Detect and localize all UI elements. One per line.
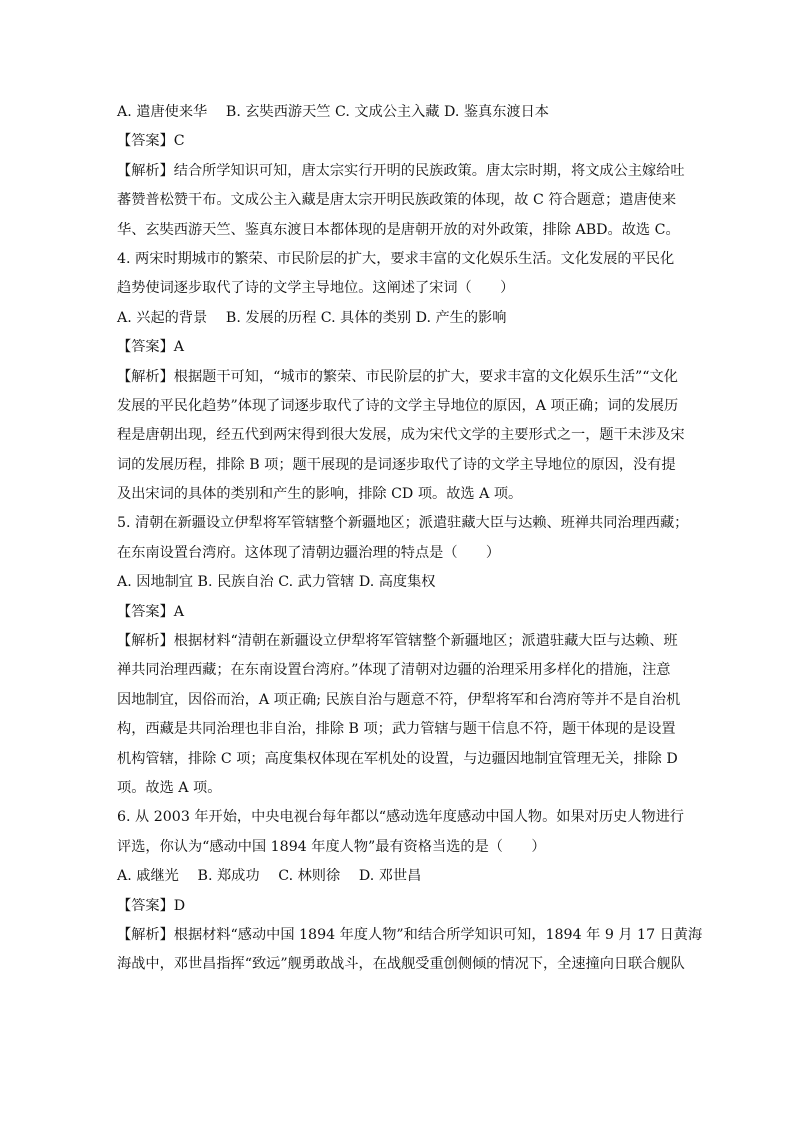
q4-analysis-line-1: 【解析】根据题干可知，“城市的繁荣、市民阶层的扩大，要求丰富的文化娱乐生活”“文化: [117, 368, 678, 385]
q5-answer: 【答案】A: [117, 603, 184, 620]
q6-analysis-line-1: 【解析】根据材料“感动中国 1894 年度人物”和结合所学知识可知，1894 年 9 月 17 日黄海: [117, 926, 703, 943]
q5-analysis-line-3: 因地制宜，因俗而治，A 项正确; 民族自治与题意不符，伊犁将军和台湾府等并不是自治机: [117, 691, 681, 708]
q3-options: A. 遣唐使来华 B. 玄奘西游天竺 C. 文成公主入藏 D. 鉴真东渡日本: [117, 104, 549, 120]
q5-analysis-line-5: 机构管辖，排除 C 项；高度集权体现在军机处的设置，与边疆因地制宜管理无关，排除 D: [117, 750, 678, 767]
q5-options: A. 因地制宜 B. 民族自治 C. 武力管辖 D. 高度集权: [117, 574, 436, 591]
q4-analysis-line-2: 发展的平民化趋势”体现了词逐步取代了诗的文学主导地位的原因，A 项正确；词的发展历: [117, 397, 679, 414]
q6-answer: 【答案】D: [117, 897, 186, 914]
q3-answer: 【答案】C: [117, 133, 185, 150]
q5-stem-line-1: 5. 清朝在新疆设立伊犁将军管辖整个新疆地区；派遣驻藏大臣与达赖、班禅共同治理西藏；: [117, 515, 689, 532]
q6-stem-line-1: 6. 从 2003 年开始，中央电视台每年都以“感动选年度感动中国人物。如果对历史人物进行: [117, 809, 684, 826]
q6-analysis-line-2: 海战中，邓世昌指挥“致远”舰勇敢战斗，在战舰受重创侧倾的情况下，全速撞向日联合舰队: [117, 956, 685, 973]
document-page: [117, 98, 703, 980]
q5-analysis-line-2: 禅共同治理西藏；在东南设置台湾府。”体现了清朝对边疆的治理采用多样化的措施，注意: [117, 662, 671, 679]
q3-analysis-line-3: 华、玄奘西游天竺、鉴真东渡日本都体现的是唐朝开放的对外政策，排除 ABD。故选 C。: [117, 221, 680, 238]
q6-options: A. 戚继光 B. 郑成功 C. 林则徐 D. 邓世昌: [117, 868, 422, 885]
q4-analysis-line-3: 程是唐朝出现，经五代到两宋得到很大发展，成为宋代文学的主要形式之一，题干未涉及宋: [117, 427, 685, 444]
q5-analysis-line-1: 【解析】根据材料“清朝在新疆设立伊犁将军管辖整个新疆地区；派遣驻藏大臣与达赖、班: [117, 633, 678, 650]
q4-stem-line-1: 4. 两宋时期城市的繁荣、市民阶层的扩大，要求丰富的文化娱乐生活。文化发展的平民化: [117, 250, 675, 267]
q4-stem-line-2: 趋势使词逐步取代了诗的文学主导地位。这阐述了宋词（ ）: [117, 280, 515, 297]
q3-analysis-line-2: 蕃赞普松赞干布。文成公主入藏是唐太宗开明民族政策的体现，故 C 符合题意；遣唐使来: [117, 192, 677, 209]
q4-answer: 【答案】A: [117, 339, 184, 356]
q6-stem-line-2: 评选，你认为“感动中国 1894 年度人物”最有资格当选的是（ ）: [117, 838, 546, 855]
q4-analysis-line-4: 词的发展历程，排除 B 项；题干展现的是词逐步取代了诗的文学主导地位的原因，没有提: [117, 456, 676, 473]
q5-analysis-line-6: 项。故选 A 项。: [117, 779, 222, 796]
q5-analysis-line-4: 构，西藏是共同治理也非自治，排除 B 项；武力管辖与题干信息不符，题干体现的是设置: [117, 721, 676, 738]
q4-options: A. 兴起的背景 B. 发展的历程 C. 具体的类别 D. 产生的影响: [117, 309, 507, 326]
q5-stem-line-2: 在东南设置台湾府。这体现了清朝边疆治理的特点是（ ）: [117, 544, 501, 561]
q4-analysis-line-5: 及出宋词的具体的类别和产生的影响，排除 CD 项。故选 A 项。: [117, 486, 523, 503]
q3-analysis-line-1: 【解析】结合所学知识可知，唐太宗实行开明的民族政策。唐太宗时期，将文成公主嫁给吐: [117, 162, 685, 179]
